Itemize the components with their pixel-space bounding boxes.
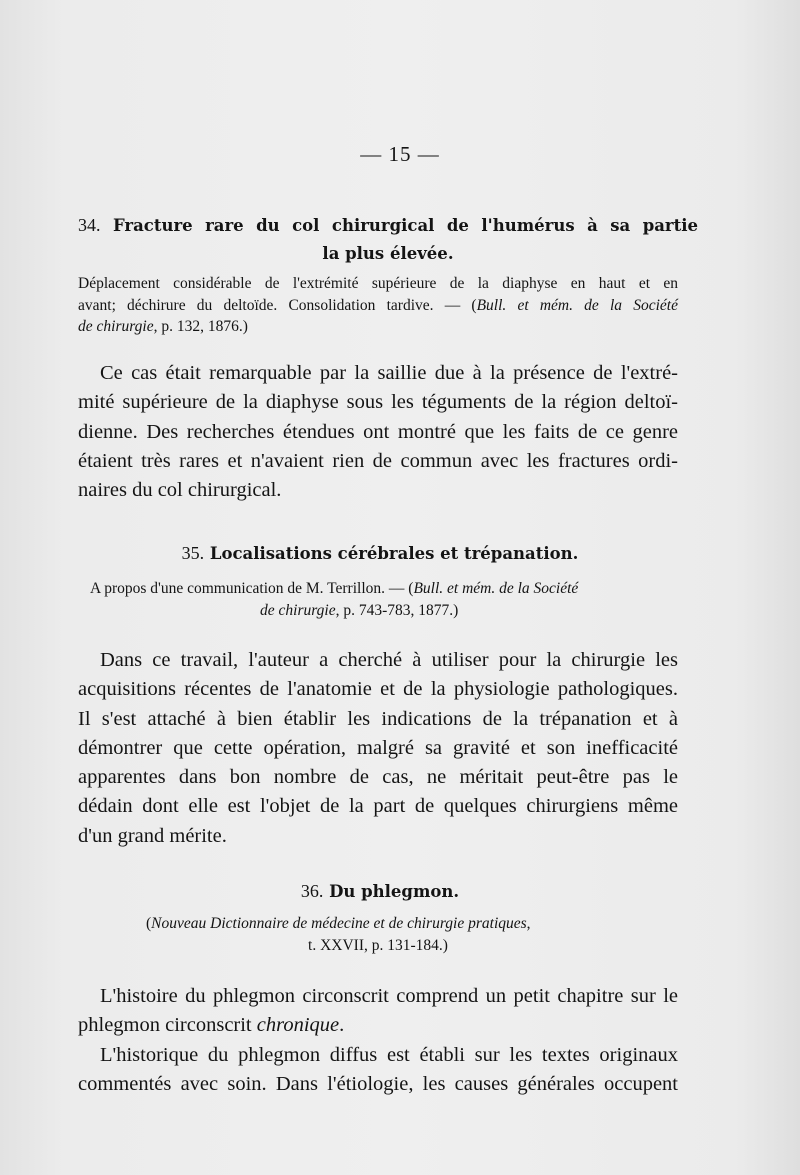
entry-34-para-line: Ce cas était remarquable par la saillie due à la présence de l'extré- bbox=[100, 362, 678, 384]
entry-34-ref-line2-italic: Bull. et mém. de la Société bbox=[476, 296, 678, 314]
entry-36-reference bbox=[78, 913, 678, 956]
entry-35-para-line: Il s'est attaché à bien établir les indications de la trépanation et à bbox=[78, 707, 678, 730]
entry-36-title: 36. Du phlegmon. bbox=[300, 881, 460, 901]
entry-34-para-line: étaient très rares et n'avaient rien de commun avec les fractures ordi- bbox=[78, 449, 678, 472]
entry-36-ref-line2: t. XXVII, p. 131-184.) bbox=[308, 936, 448, 954]
entry-36-ref-line1-italic: Nouveau Dictionnaire de médecine et de chirurgie pratiques bbox=[151, 915, 527, 932]
entry-35-paragraph bbox=[78, 646, 678, 851]
entry-35-ref-line1-italic: Bull. et mém. de la Société bbox=[413, 580, 579, 597]
entry-36-ref-open: ( bbox=[146, 915, 152, 932]
entry-35-ref-line2-italic: de chirurgie bbox=[260, 601, 336, 619]
entry-34-para-line: dienne. Des recherches étendues ont montré que les faits de ce genre bbox=[78, 420, 678, 443]
entry-36-title-text: Du phlegmon bbox=[329, 882, 454, 901]
entry-35-ref-line1: A propos d'une communication de M. Terrillon. — ( bbox=[90, 580, 414, 597]
entry-35-reference bbox=[78, 578, 678, 621]
entry-34-ref-line1: Déplacement considérable de l'extrémité supérieure de la diaphyse en haut et en bbox=[78, 275, 678, 292]
entry-35-para-line: apparentes dans bon nombre de cas, ne méritait peut-être pas le bbox=[78, 766, 678, 789]
entry-36-para-line: L'histoire du phlegmon circonscrit comprend un petit chapitre sur le bbox=[100, 985, 678, 1007]
entry-34-ref-line3: , p. 132, 1876.) bbox=[153, 318, 248, 335]
entry-36-para-line2-end: . bbox=[339, 1014, 345, 1037]
entry-34-para-line: mité supérieure de la diaphyse sous les téguments de la région deltoï- bbox=[78, 391, 678, 414]
entry-35-ref-line2: , p. 743-783, 1877.) bbox=[335, 601, 459, 619]
entry-35-title-text: Localisations cérébrales et trépanation bbox=[209, 544, 573, 563]
entry-36-number: 36. bbox=[300, 881, 324, 901]
entry-35-para-line: dédain dont elle est l'objet de la part de quelques chirurgiens même bbox=[78, 795, 678, 818]
page-number: — 15 — bbox=[360, 142, 440, 166]
entry-34-ref-line3-italic: de chirurgie bbox=[78, 318, 154, 335]
entry-36-paragraph bbox=[78, 982, 678, 1099]
entry-34-para-line: naires du col chirurgical. bbox=[78, 479, 282, 502]
entry-34-paragraph bbox=[78, 359, 678, 505]
entry-34-number: 34. bbox=[78, 215, 101, 235]
entry-34-title: 34. Fracture rare du col chirurgical de l'humérus à sa partie la plus élevée. bbox=[78, 215, 698, 263]
entry-36-para2-line: L'historique du phlegmon diffus est établi sur les textes originaux bbox=[100, 1043, 678, 1066]
entry-36-ref-close: , bbox=[526, 915, 531, 932]
entry-35-number: 35. bbox=[181, 543, 205, 563]
entry-35-para-line: Dans ce travail, l'auteur a cherché à utiliser pour la chirurgie les bbox=[100, 649, 678, 671]
entry-35-para-line: d'un grand mérite. bbox=[78, 824, 227, 847]
entry-35-title: 35. Localisations cérébrales et trépanation. bbox=[181, 543, 579, 563]
entry-34-ref-line2: avant; déchirure du deltoïde. Consolidation tardive. — ( bbox=[78, 296, 477, 314]
entry-35-para-line: démontrer que cette opération, malgré sa gravité et son inefficacité bbox=[78, 736, 678, 759]
entry-34-title-line1: Fracture rare du col chirurgical de l'humérus à sa partie bbox=[112, 216, 698, 235]
entry-36-para-line2-italic: chronique bbox=[256, 1014, 340, 1037]
entry-35-para-line: acquisitions récentes de l'anatomie et de la physiologie pathologiques. bbox=[78, 678, 678, 701]
entry-34-title-line2: la plus élevée bbox=[322, 244, 448, 263]
entry-34-reference bbox=[78, 273, 678, 338]
entry-36-para2-line: commentés avec soin. Dans l'étiologie, les causes générales occupent bbox=[78, 1072, 678, 1095]
entry-36-para-line2: phlegmon circonscrit bbox=[78, 1014, 257, 1037]
